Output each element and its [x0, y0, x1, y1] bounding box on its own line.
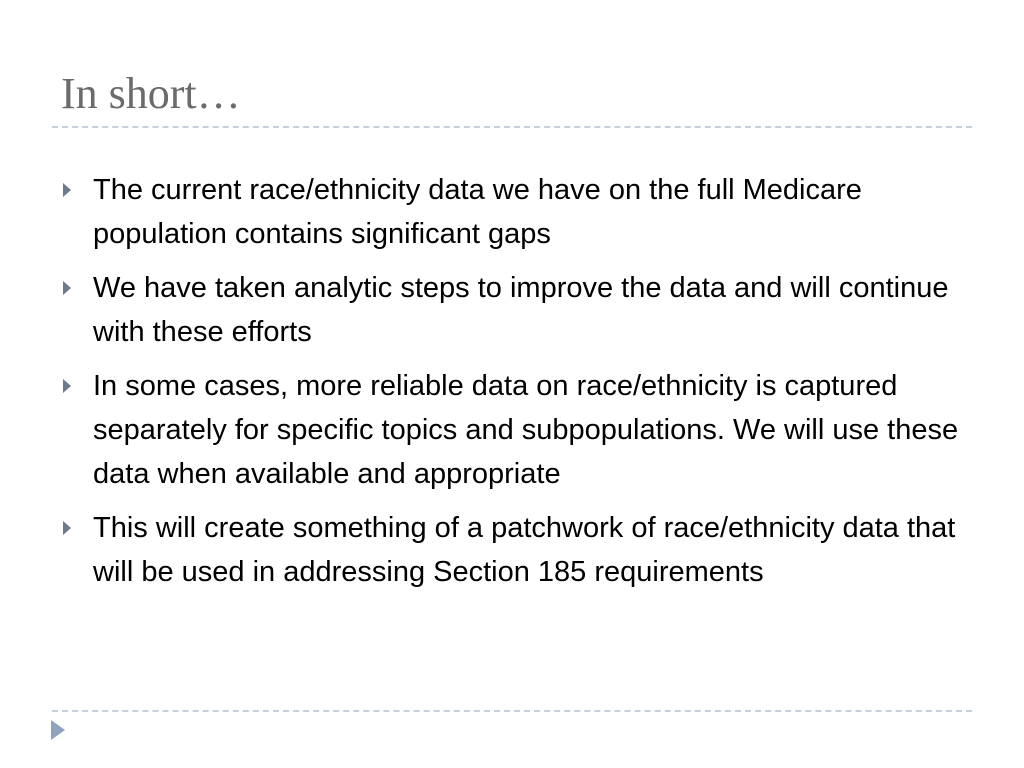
title-divider: [52, 126, 972, 128]
bullet-item: [62, 364, 972, 496]
bullet-text: In some cases, more reliable data on race/ethnicity is captured separately for specific topics and subpopulations. We will use these data when available and appropriate: [93, 370, 959, 490]
bullet-item: [62, 266, 972, 354]
triangle-right-icon: [62, 168, 93, 212]
bullet-item: [62, 168, 972, 256]
triangle-right-icon: [62, 506, 93, 550]
slide-title: In short…: [61, 69, 241, 118]
bullet-list: [62, 168, 972, 604]
triangle-right-icon: [62, 266, 93, 310]
bullet-item: [62, 506, 972, 594]
triangle-right-icon: [62, 364, 93, 408]
bullet-text: The current race/ethnicity data we have on the full Medicare population contains significant gaps: [93, 174, 862, 250]
footer-divider: [52, 710, 972, 712]
bullet-text: We have taken analytic steps to improve the data and will continue with these efforts: [93, 272, 949, 348]
play-arrow-icon: [50, 719, 66, 741]
bullet-text: This will create something of a patchwork of race/ethnicity data that will be used in addressing Section 185 requirements: [93, 512, 956, 588]
